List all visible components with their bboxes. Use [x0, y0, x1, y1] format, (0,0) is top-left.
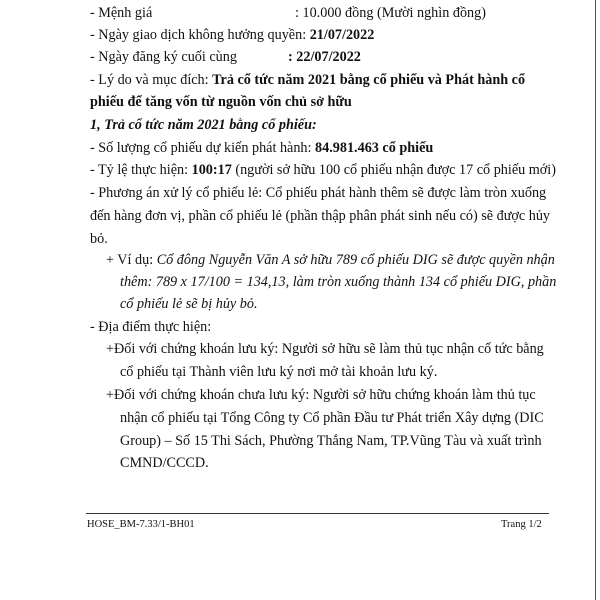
- quantity-row: [90, 139, 433, 157]
- section1-heading: 1, Trả cổ tức năm 2021 bằng cổ phiếu:: [90, 117, 317, 133]
- undeposited-line-1: +Đối với chứng khoán chưa lưu ký: Người sở hữu chứng khoán làm thủ tục: [106, 387, 536, 403]
- quantity-value: 84.981.463 cổ phiếu: [315, 140, 434, 156]
- ratio-value: 100:17: [191, 162, 232, 178]
- face-value: : 10.000 đồng (Mười nghìn đồng): [295, 5, 486, 21]
- ex-date-row: [90, 26, 374, 44]
- footer-form-code: HOSE_BM-7.33/1-BH01: [87, 519, 195, 530]
- purpose-label: - Lý do và mục đích:: [90, 72, 209, 88]
- example-line-1: Cổ đông Nguyễn Văn A sở hữu 789 cổ phiếu DIG sẽ được quyền nhận: [156, 252, 555, 268]
- undeposited-line-2: nhận cổ phiếu tại Tổng Công ty Cổ phần Đầu tư Phát triển Xây dựng (DIC: [120, 410, 544, 426]
- record-date-label: - Ngày đăng ký cuối cùng: [90, 49, 237, 65]
- undeposited-line-3: Group) – Số 15 Thi Sách, Phường Thắng Nam, TP.Vũng Tàu và xuất trình: [120, 433, 542, 449]
- quantity-label: - Số lượng cổ phiếu dự kiến phát hành:: [90, 140, 312, 156]
- purpose-text-1: Trả cổ tức năm 2021 bằng cổ phiếu và Phát hành cổ: [212, 72, 526, 88]
- deposited-line-1: +Đối với chứng khoán lưu ký: Người sở hữu sẽ làm thủ tục nhận cổ tức bằng: [106, 341, 544, 357]
- example-row: [106, 251, 555, 269]
- ratio-label: - Tỷ lệ thực hiện:: [90, 162, 189, 178]
- odd-lot-line-1: - Phương án xử lý cổ phiếu lẻ: Cổ phiếu phát hành thêm sẽ được làm tròn xuống: [90, 185, 547, 201]
- example-prefix: + Ví dụ:: [106, 252, 154, 268]
- ex-date-value: 21/07/2022: [309, 27, 375, 43]
- purpose-row: [90, 71, 525, 89]
- example-line-2: thêm: 789 x 17/100 = 134,13, làm tròn xuống thành 134 cổ phiếu DIG, phần: [120, 274, 557, 290]
- odd-lot-line-2: đến hàng đơn vị, phần cổ phiếu lẻ (phần thập phân phát sinh nếu có) sẽ được hủy: [90, 208, 551, 224]
- page-edge-line: [595, 0, 596, 600]
- odd-lot-line-3: bỏ.: [90, 231, 108, 247]
- footer-page-number: Trang 1/2: [501, 519, 542, 530]
- ex-date-label: - Ngày giao dịch không hưởng quyền:: [90, 27, 307, 43]
- face-value-label: - Mệnh giá: [90, 5, 153, 21]
- footer-divider: [86, 513, 549, 514]
- example-line-3: cổ phiếu lẻ sẽ bị hủy bỏ.: [120, 296, 258, 312]
- ratio-row: [90, 161, 556, 179]
- ratio-note: (người sở hữu 100 cổ phiếu nhận được 17 cổ phiếu mới): [235, 162, 556, 178]
- location-heading: - Địa điểm thực hiện:: [90, 319, 212, 335]
- record-date-value: : 22/07/2022: [288, 49, 361, 65]
- deposited-line-2: cổ phiếu tại Thành viên lưu ký nơi mở tài khoản lưu ký.: [120, 364, 438, 380]
- purpose-text-2: phiếu để tăng vốn từ nguồn vốn chủ sở hữu: [90, 94, 352, 110]
- undeposited-line-4: CMND/CCCD.: [120, 455, 209, 471]
